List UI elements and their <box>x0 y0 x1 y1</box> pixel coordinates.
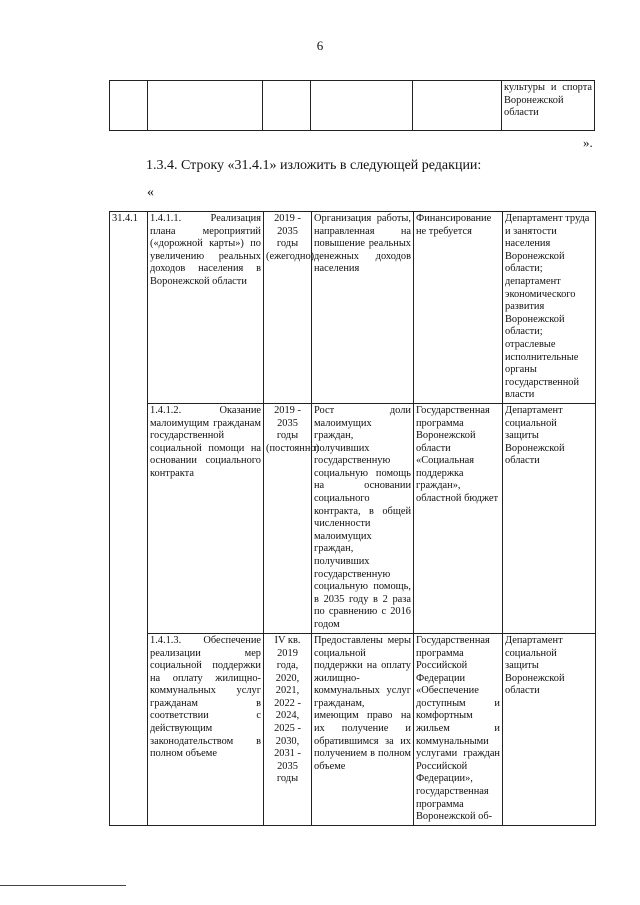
executor-cell: Департамент социальной защиты Воронежской области <box>503 633 596 825</box>
page-number: 6 <box>316 38 324 53</box>
footnote-divider <box>0 885 126 886</box>
period-cell: IV кв. 2019 года, 2020, 2021, 2022 - 2024, 2025 - 2030, 2031 - 2035 годы <box>264 633 312 825</box>
empty-cell <box>263 81 311 131</box>
measure-cell: 1.4.1.1. Реализация плана мероприятий («дорожной карты») по увеличению реальных доходов населения в Воронежской области <box>148 212 264 404</box>
measure-cell: 1.4.1.2. Оказание малоимущим гражданам государственной социальной помощи на основании социального контракта <box>148 403 264 633</box>
financing-cell: Государственная программа Российской Федерации «Обеспечение доступным и комфортным жильем и коммунальными услугами граждан Российской Федерации», государственная программа Воронежской об- <box>414 633 503 825</box>
result-cell: Предоставлены меры социальной поддержки на оплату жилищно-коммунальных услуг гражданам, имеющим право на их получение и обратившимся за их получением в полном объеме <box>312 633 414 825</box>
empty-cell <box>413 81 502 131</box>
period-cell: 2019 - 2035 годы (ежегодно) <box>264 212 312 404</box>
result-cell: Рост доли малоимущих граждан, получивших государственную социальную помощь на основании социального контракта, в общей численности малоимущих граждан, получивших государственную социальную помощь, в 2035 году в 2 раза по сравнению с 2016 годом <box>312 403 414 633</box>
opening-quote: « <box>147 185 154 200</box>
financing-cell: Государственная программа Воронежской области «Социальная поддержка граждан», областной бюджет <box>414 403 503 633</box>
period-cell: 2019 - 2035 годы (постоянно) <box>264 403 312 633</box>
table-row <box>110 403 596 633</box>
closing-quote: ». <box>583 135 593 150</box>
empty-cell <box>148 81 263 131</box>
table-row <box>110 212 596 404</box>
measures-table <box>109 211 596 826</box>
measure-cell: 1.4.1.3. Обеспечение реализации мер социальной поддержки на оплату жилищно-коммунальных услуг гражданам в соответствии с действующим законодательством в полном объеме <box>148 633 264 825</box>
row-number-cell: 31.4.1 <box>110 212 148 826</box>
empty-cell <box>311 81 413 131</box>
financing-cell: Финансирование не требуется <box>414 212 503 404</box>
previous-row-table <box>109 80 595 131</box>
executor-cell: культуры и спорта Воронежской области <box>502 81 595 131</box>
table-row <box>110 633 596 825</box>
executor-cell: Департамент социальной защиты Воронежской области <box>503 403 596 633</box>
result-cell: Организация работы, направленная на повышение реальных денежных доходов населения <box>312 212 414 404</box>
empty-cell <box>110 81 148 131</box>
section-heading: 1.3.4. Строку «31.4.1» изложить в следующей редакции: <box>146 158 482 173</box>
executor-cell: Департамент труда и занятости населения Воронежской области; департамент экономического развития Воронежской области; отраслевые исполнительные органы государственной власти <box>503 212 596 404</box>
